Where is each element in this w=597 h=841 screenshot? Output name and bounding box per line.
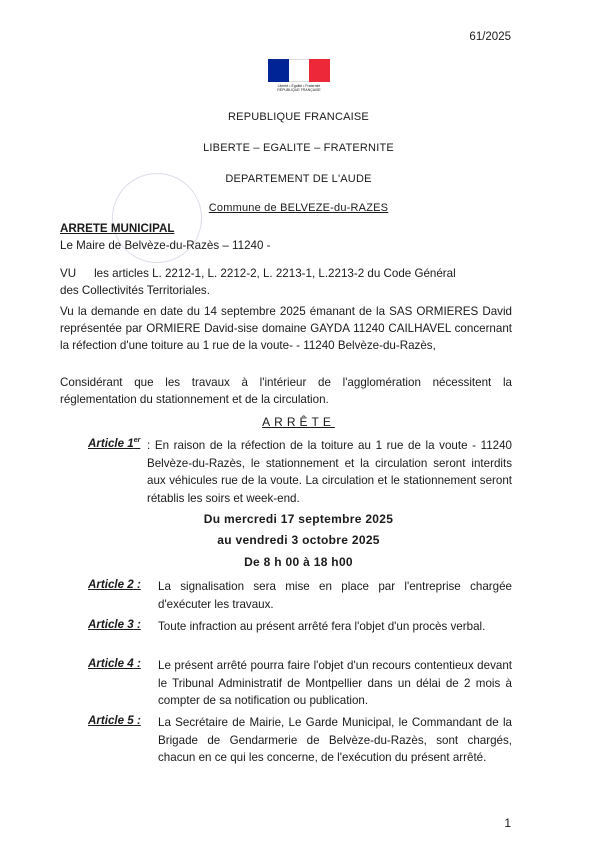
vu-prefix: VU (60, 267, 77, 280)
motto-heading: LIBERTE – EGALITE – FRATERNITE (203, 142, 394, 154)
article-2-text: La signalisation sera mise en place par l'entreprise chargée d'exécuter les travaux. (158, 580, 512, 611)
date-from: Du mercredi 17 septembre 2025 (203, 512, 394, 526)
department-heading: DEPARTEMENT DE L'AUDE (225, 173, 372, 185)
article-3-label: Article 3 : (88, 618, 141, 631)
commune-name: Commune de BELVEZE-du-RAZES (208, 202, 389, 214)
logo-motto: Liberté • Égalité • Fraternité (277, 84, 321, 88)
vu-line-1: les articles L. 2212-1, L. 2212-2, L. 2213-1, L.2213-2 du Code Général (94, 267, 456, 280)
commune-heading (0, 202, 597, 214)
decree-title: ARRETE MUNICIPAL (60, 222, 175, 235)
republic-heading: REPUBLIQUE FRANCAISE (228, 111, 369, 123)
article-1-text: : En raison de la réfection de la toiture au 1 rue de la voute - 11240 Belvèze-du-Razès, le stationnement et la circulation seront interdits aux véhicules rue de la voute. La circulation et le stationnement seront rétablis les soirs et week-end. (147, 439, 512, 505)
decree-number: 61/2025 (469, 31, 511, 43)
considering-paragraph: Considérant que les travaux à l'intérieur de l'agglomération nécessitent la réglementation du stationnement et de la circulation. (60, 376, 512, 406)
article-3-text: Toute infraction au présent arrêté fera l'objet d'un procès verbal. (158, 620, 486, 633)
demand-paragraph: Vu la demande en date du 14 septembre 2025 émanant de la SAS ORMIERES David représentée par ORMIERE David-sise domaine GAYDA 11240 CAILHAVEL concernant la réfection d'une toiture au 1 rue de la voute- - 11240 Belvèze-du-Razès, (60, 305, 512, 352)
vu-line-2: des Collectivités Territoriales. (60, 284, 210, 297)
page-number: 1 (504, 816, 511, 830)
arrete-heading: ARRÊTE (262, 415, 335, 429)
article-5-text: La Secrétaire de Mairie, Le Garde Municipal, le Commandant de la Brigade de Gendarmerie de Belvèze-du-Razès, sont chargés, chacun en ce qui les concerne, de l'exécution du présent arrêté. (158, 716, 512, 764)
article-4-label: Article 4 : (88, 657, 141, 670)
vu-clause (60, 265, 512, 282)
article-5-label: Article 5 : (88, 714, 141, 727)
article-4-text: Le présent arrêté pourra faire l'objet d'un recours contentieux devant le Tribunal Administratif de Montpellier dans un délai de 2 mois à compter de sa notification ou publication. (158, 659, 512, 707)
date-to: au vendredi 3 octobre 2025 (217, 533, 380, 547)
hours: De 8 h 00 à 18 h00 (244, 555, 353, 569)
logo-republic: RÉPUBLIQUE FRANÇAISE (277, 88, 321, 92)
mayor-line: Le Maire de Belvèze-du-Razès – 11240 - (60, 239, 271, 252)
article-1-label: Article 1er (88, 437, 141, 450)
article-2-label: Article 2 : (88, 578, 141, 591)
marianne-logo (268, 59, 330, 92)
